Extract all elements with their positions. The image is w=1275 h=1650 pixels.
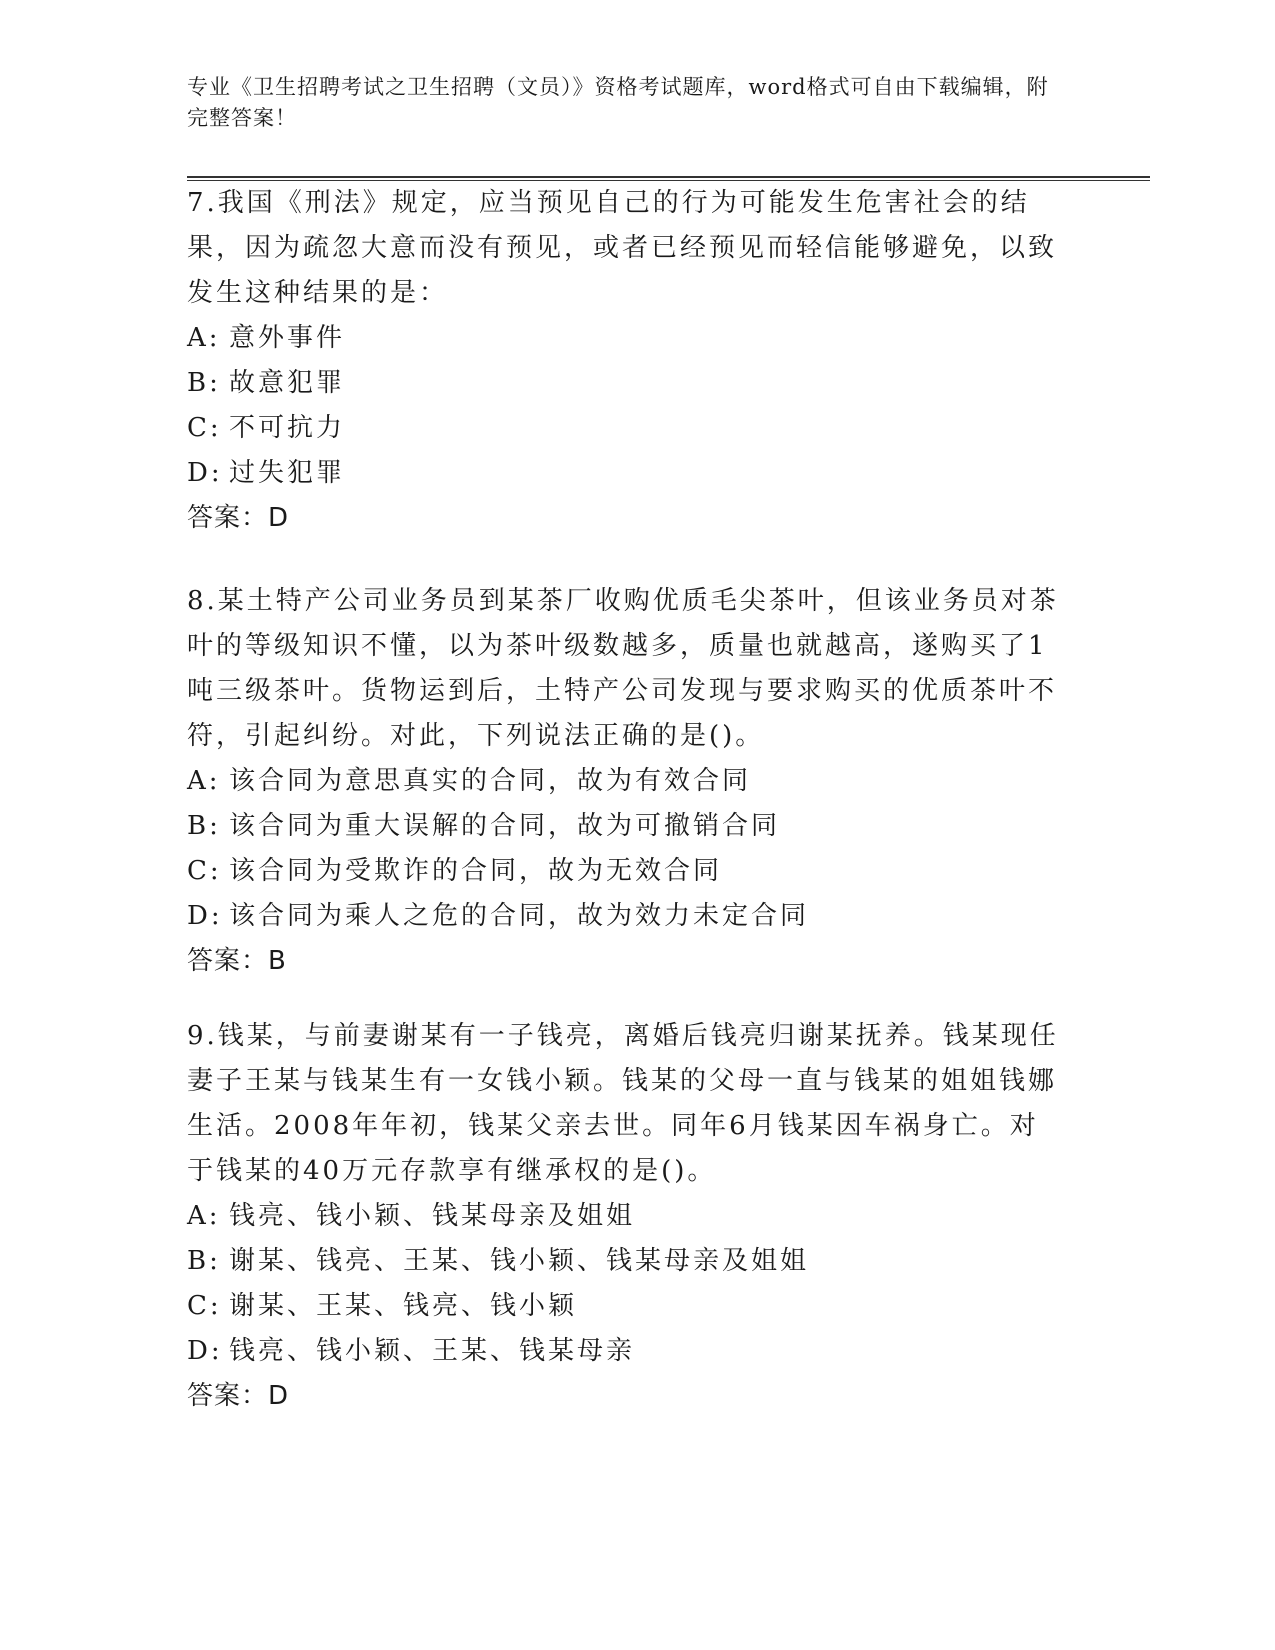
option-b bbox=[187, 361, 1067, 406]
answer-line: 答案：D bbox=[187, 503, 290, 533]
option-d bbox=[187, 894, 1067, 939]
option-c bbox=[187, 406, 1067, 451]
option-c bbox=[187, 849, 1067, 894]
document-header: 专业《卫生招聘考试之卫生招聘（文员）》资格考试题库，word格式可自由下载编辑，附完整答案！ bbox=[187, 75, 1049, 130]
option-letter: D: bbox=[187, 1336, 223, 1366]
option-a bbox=[187, 1194, 1067, 1239]
option-letter: D: bbox=[187, 901, 223, 931]
option-text: 该合同为乘人之危的合同，故为效力未定合同 bbox=[229, 901, 810, 931]
option-text: 意外事件 bbox=[229, 323, 346, 353]
option-text: 谢某、钱亮、王某、钱小颖、钱某母亲及姐姐 bbox=[229, 1246, 810, 1276]
option-b bbox=[187, 804, 1067, 849]
option-text: 过失犯罪 bbox=[229, 458, 346, 488]
option-d bbox=[187, 451, 1067, 496]
option-text: 故意犯罪 bbox=[229, 368, 346, 398]
question-stem: 7.我国《刑法》规定，应当预见自己的行为可能发生危害社会的结果，因为疏忽大意而没有预见，或者已经预见而轻信能够避免，以致发生这种结果的是： bbox=[187, 188, 1058, 308]
option-text: 该合同为重大误解的合同，故为可撤销合同 bbox=[229, 811, 781, 841]
question-stem: 9.钱某，与前妻谢某有一子钱亮，离婚后钱亮归谢某抚养。钱某现任妻子王某与钱某生有一女钱小颖。钱某的父母一直与钱某的姐姐钱娜生活。2008年年初，钱某父亲去世。同年6月钱某因车祸身亡。对于钱某的40万元存款享有继承权的是()。 bbox=[187, 1021, 1059, 1186]
answer-line: 答案：B bbox=[187, 946, 287, 976]
option-letter: C: bbox=[187, 1291, 222, 1321]
question-stem: 8.某土特产公司业务员到某茶厂收购优质毛尖茶叶，但该业务员对茶叶的等级知识不懂，以为茶叶级数越多，质量也就越高，遂购买了1吨三级茶叶。货物运到后，土特产公司发现与要求购买的优质茶叶不符，引起纠纷。对此，下列说法正确的是()。 bbox=[187, 586, 1059, 751]
option-text: 钱亮、钱小颖、王某、钱某母亲 bbox=[229, 1336, 636, 1366]
option-a bbox=[187, 316, 1067, 361]
option-letter: A: bbox=[187, 323, 221, 353]
option-d bbox=[187, 1329, 1067, 1374]
question-9 bbox=[187, 1014, 1067, 1419]
option-text: 不可抗力 bbox=[229, 413, 346, 443]
option-letter: B: bbox=[187, 1246, 221, 1276]
answer-line: 答案：D bbox=[187, 1381, 290, 1411]
option-letter: C: bbox=[187, 413, 222, 443]
option-text: 该合同为意思真实的合同，故为有效合同 bbox=[229, 766, 752, 796]
option-letter: C: bbox=[187, 856, 222, 886]
option-a bbox=[187, 759, 1067, 804]
option-letter: B: bbox=[187, 368, 221, 398]
question-8 bbox=[187, 579, 1067, 984]
option-letter: A: bbox=[187, 766, 221, 796]
option-text: 该合同为受欺诈的合同，故为无效合同 bbox=[229, 856, 723, 886]
question-7 bbox=[187, 181, 1067, 541]
option-letter: A: bbox=[187, 1201, 221, 1231]
option-b bbox=[187, 1239, 1067, 1284]
option-text: 钱亮、钱小颖、钱某母亲及姐姐 bbox=[229, 1201, 636, 1231]
option-c bbox=[187, 1284, 1067, 1329]
option-letter: D: bbox=[187, 458, 223, 488]
option-text: 谢某、王某、钱亮、钱小颖 bbox=[229, 1291, 578, 1321]
option-letter: B: bbox=[187, 811, 221, 841]
